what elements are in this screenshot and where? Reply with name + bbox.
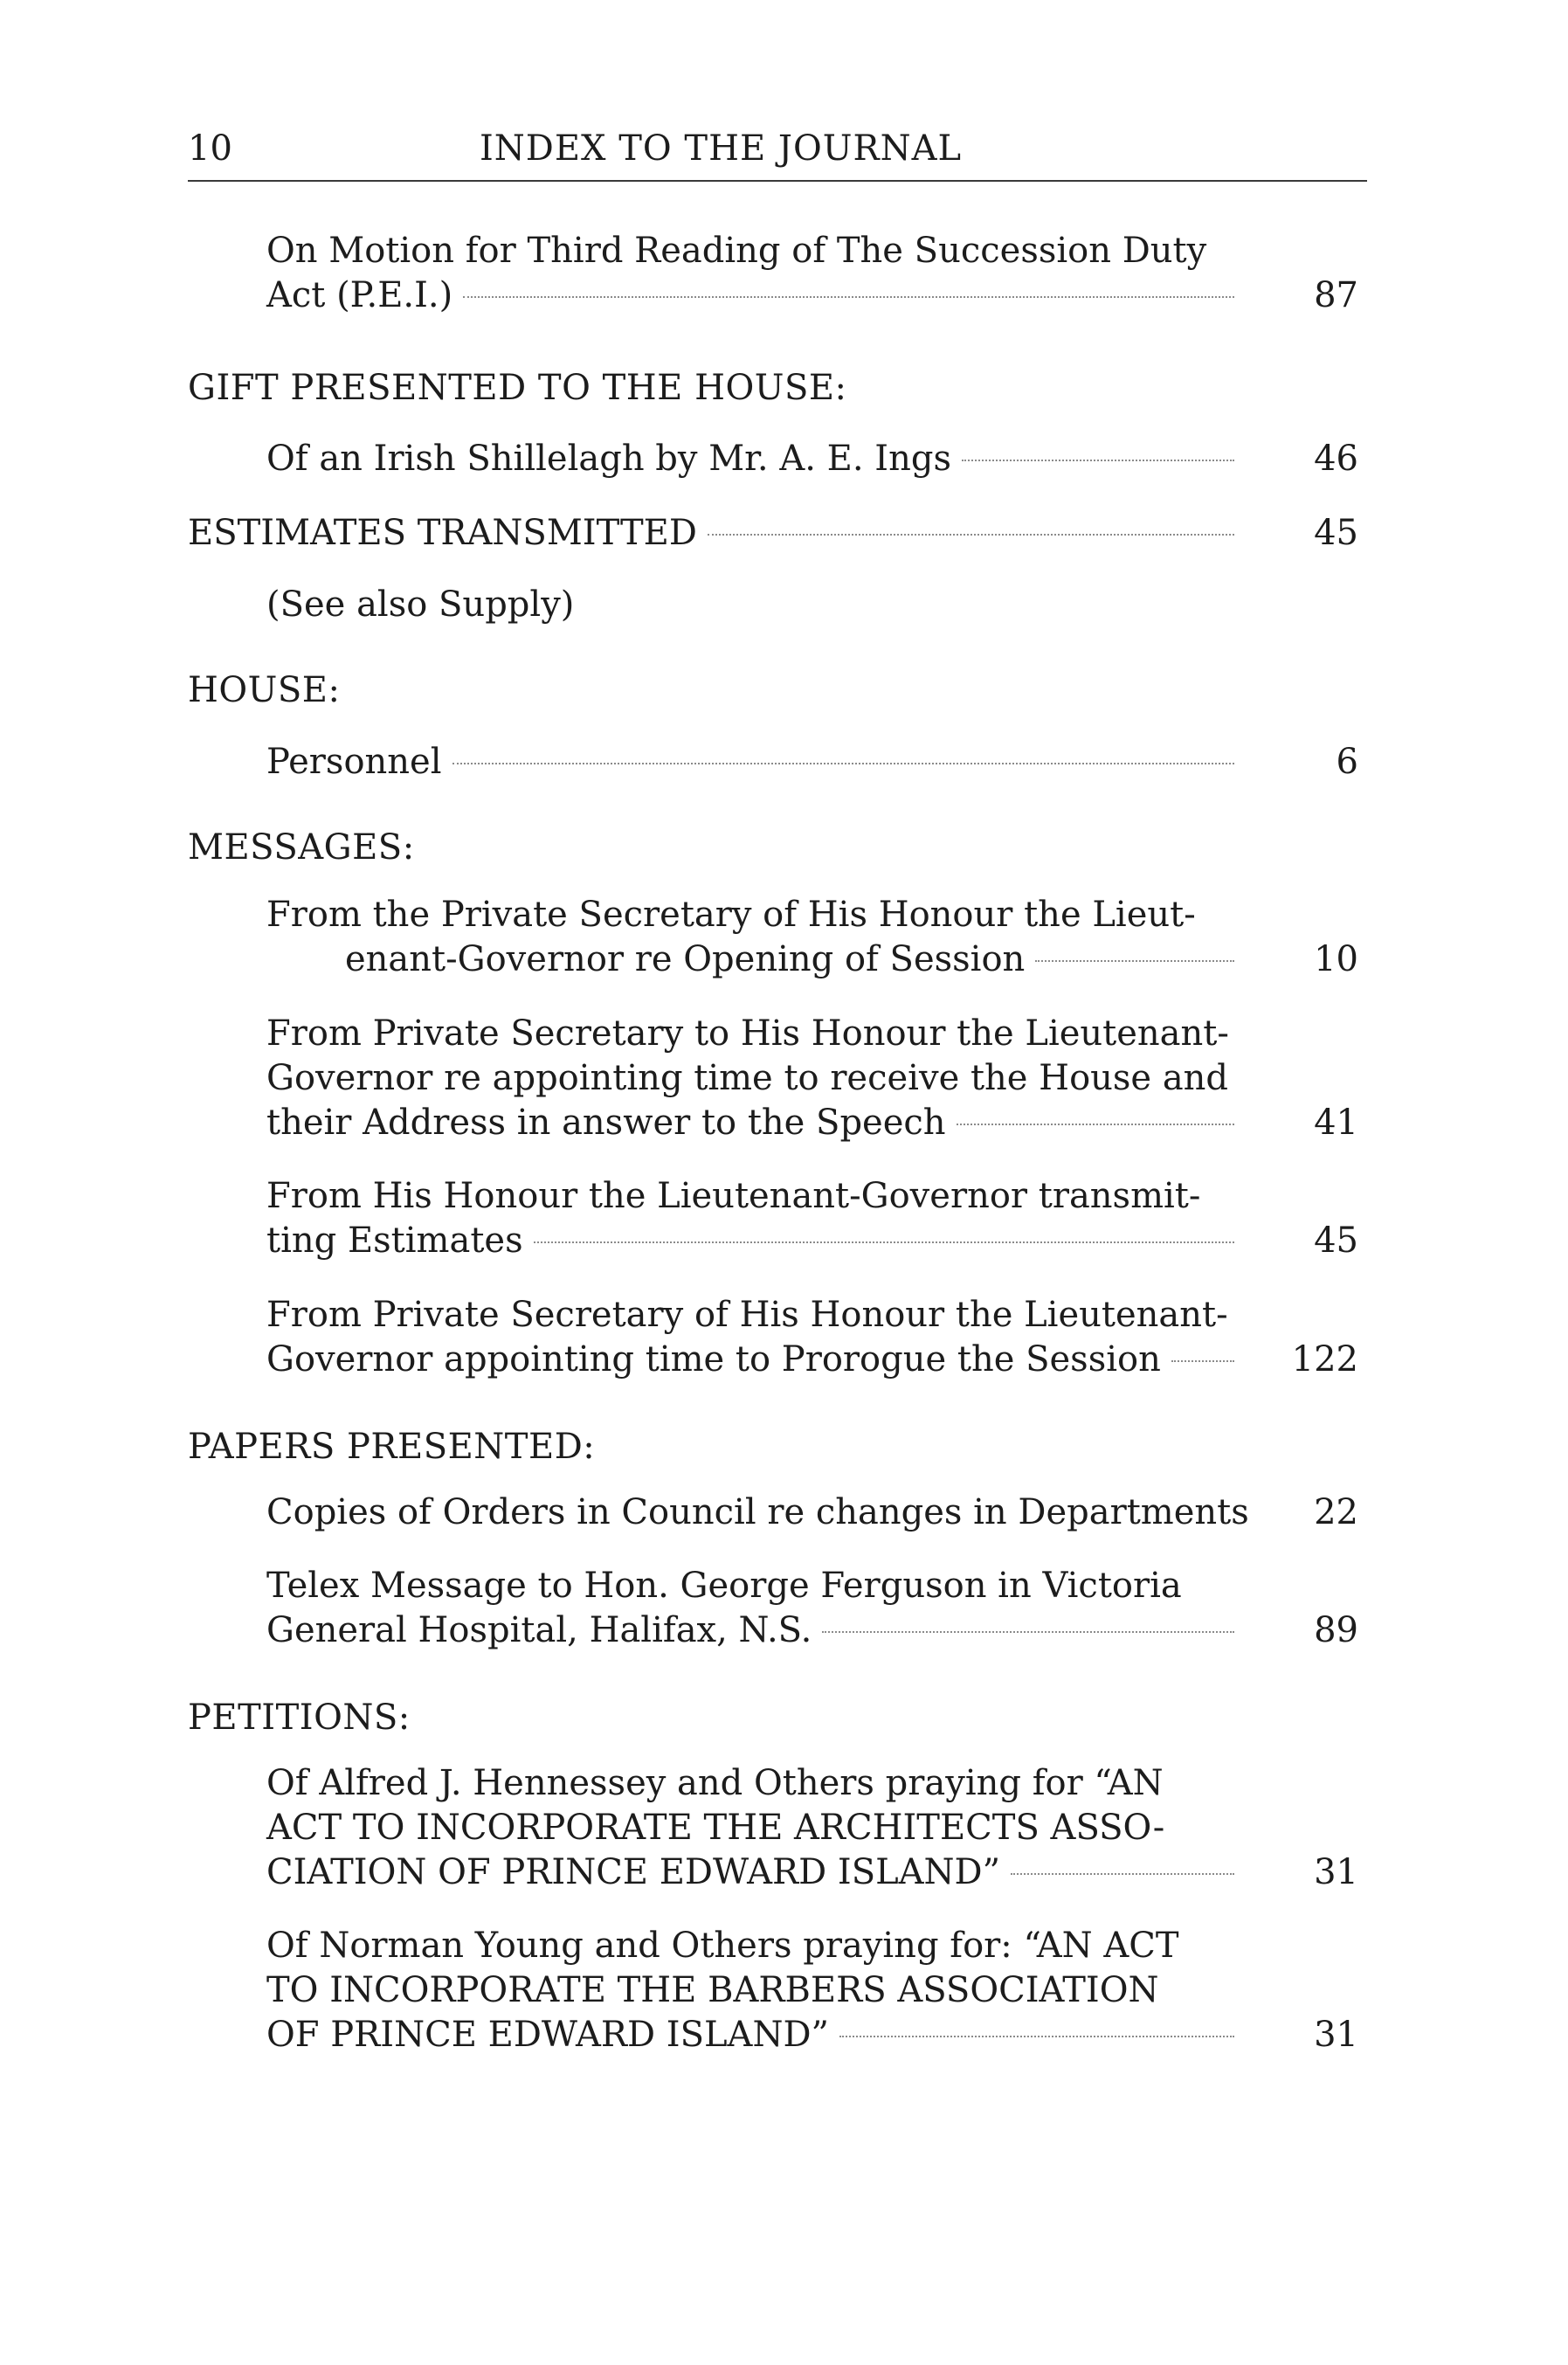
entry-line: On Motion for Third Reading of The Succession Duty — [266, 231, 1207, 271]
index-entry — [266, 1012, 1358, 1145]
index-entry — [266, 893, 1358, 982]
entry-line: ACT TO INCORPORATE THE ARCHITECTS ASSO- — [266, 1808, 1165, 1848]
index-entry — [188, 510, 1358, 556]
entry-line: Of Alfred J. Hennessey and Others praying for “AN — [266, 1763, 1164, 1803]
index-entry — [266, 1293, 1358, 1382]
entry-line: OF PRINCE EDWARD ISLAND” — [266, 2013, 1245, 2057]
cross-reference-note: (See also Supply) — [266, 584, 575, 625]
entry-line: General Hospital, Halifax, N.S. — [266, 1608, 1245, 1653]
page-reference: 6 — [1336, 742, 1358, 782]
dot-leader — [822, 1631, 1234, 1633]
entry-line: Governor appointing time to Prorogue the Session — [266, 1338, 1245, 1382]
page-reference: 46 — [1314, 439, 1358, 479]
dot-leader — [962, 460, 1234, 461]
dot-leader — [1035, 960, 1234, 962]
page-reference: 31 — [1314, 2015, 1358, 2055]
entry-line: ESTIMATES TRANSMITTED — [188, 510, 1245, 556]
header-rule — [188, 180, 1367, 182]
index-entry — [266, 740, 1358, 785]
page-reference: 87 — [1314, 275, 1358, 315]
page-reference: 122 — [1291, 1339, 1358, 1380]
entry-line: From Private Secretary of His Honour the Lieutenant- — [266, 1295, 1228, 1335]
page-reference: 31 — [1314, 1852, 1358, 1892]
page-reference: 89 — [1314, 1610, 1358, 1650]
page-reference: 22 — [1314, 1492, 1358, 1532]
entry-line: From Private Secretary to His Honour the Lieutenant- — [266, 1013, 1229, 1054]
section-heading: HOUSE: — [188, 670, 341, 710]
entry-line: ting Estimates — [266, 1219, 1245, 1263]
page-reference: 45 — [1314, 513, 1358, 553]
index-entry — [266, 1174, 1358, 1263]
section-heading: GIFT PRESENTED TO THE HOUSE: — [188, 368, 847, 408]
entry-line: enant-Governor re Opening of Session — [266, 937, 1245, 982]
section-heading: PAPERS PRESENTED: — [188, 1427, 596, 1467]
entry-line: Of Norman Young and Others praying for: “AN ACT — [266, 1926, 1179, 1966]
section-heading: PETITIONS: — [188, 1698, 411, 1738]
entry-line: Act (P.E.I.) — [266, 273, 1245, 318]
dot-leader — [463, 296, 1234, 298]
page-number: 10 — [188, 128, 232, 169]
index-entry — [266, 1761, 1358, 1895]
index-entry — [266, 1924, 1358, 2057]
entry-line: Personnel — [266, 740, 1245, 785]
entry-line: Governor re appointing time to receive the House and — [266, 1058, 1229, 1098]
entry-line: TO INCORPORATE THE BARBERS ASSOCIATION — [266, 1970, 1159, 2010]
dot-leader — [452, 763, 1234, 764]
index-entry — [266, 1564, 1358, 1653]
entry-line: Copies of Orders in Council re changes in Departments — [266, 1492, 1249, 1532]
entry-line: From the Private Secretary of His Honour the Lieut- — [266, 895, 1196, 935]
entry-line: Telex Message to Hon. George Ferguson in Victoria — [266, 1566, 1182, 1606]
page-reference: 41 — [1314, 1103, 1358, 1143]
dot-leader — [534, 1241, 1234, 1243]
entry-line: CIATION OF PRINCE EDWARD ISLAND” — [266, 1850, 1245, 1895]
entry-line: their Address in answer to the Speech — [266, 1101, 1245, 1145]
dot-leader — [839, 2036, 1234, 2037]
index-entry — [266, 437, 1358, 481]
index-entry — [266, 1490, 1358, 1535]
index-entry — [266, 229, 1358, 318]
running-title: INDEX TO THE JOURNAL — [479, 128, 963, 169]
page-reference: 10 — [1314, 939, 1358, 979]
page-reference: 45 — [1314, 1221, 1358, 1261]
dot-leader — [1011, 1873, 1234, 1875]
dot-leader — [1171, 1360, 1234, 1362]
entry-line: Of an Irish Shillelagh by Mr. A. E. Ings — [266, 437, 1245, 481]
dot-leader — [957, 1124, 1234, 1125]
entry-line: From His Honour the Lieutenant-Governor transmit- — [266, 1176, 1201, 1216]
running-header — [188, 122, 1367, 175]
section-heading: MESSAGES: — [188, 827, 415, 868]
dot-leader — [708, 534, 1234, 536]
